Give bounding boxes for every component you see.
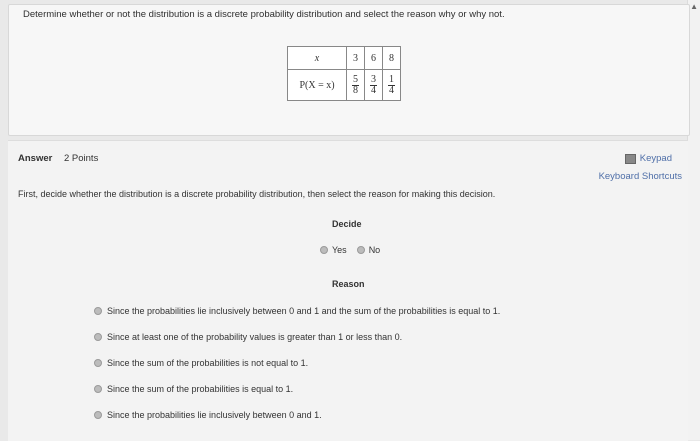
decide-options: [320, 245, 380, 255]
probability-value: $\frac{5}{8}$: [347, 70, 365, 101]
reason-label[interactable]: Since the sum of the probabilities is not equal to 1.: [107, 357, 309, 368]
x-value: 3: [347, 47, 365, 70]
reason-option[interactable]: [94, 383, 500, 394]
instructions-text: First, decide whether the distribution is a discrete probability distribution, then select the reason for making this decision.: [18, 189, 496, 199]
x-value: 8: [383, 47, 401, 70]
table-header-x: x: [288, 47, 347, 70]
scroll-up-icon[interactable]: ▲: [690, 2, 698, 11]
probability-value: $\frac{1}{4}$: [383, 70, 401, 101]
reason-option[interactable]: [94, 357, 500, 368]
option-yes-label[interactable]: Yes: [332, 245, 347, 255]
reason-label[interactable]: Since at least one of the probability values is greater than 1 or less than 0.: [107, 331, 403, 342]
reason-options: [94, 305, 500, 435]
reason-label[interactable]: Since the probabilities lie inclusively between 0 and 1 and the sum of the probabilities is equal to 1.: [107, 305, 501, 316]
radio-reason-2[interactable]: [94, 333, 102, 341]
radio-reason-3[interactable]: [94, 359, 102, 367]
radio-reason-5[interactable]: [94, 411, 102, 419]
question-text: Determine whether or not the distribution is a discrete probability distribution and select the reason why or why not.: [23, 9, 505, 20]
radio-reason-1[interactable]: [94, 307, 102, 315]
distribution-table: [287, 46, 401, 101]
answer-panel: [8, 140, 688, 441]
reason-option[interactable]: [94, 331, 500, 342]
keypad-icon: [625, 154, 636, 164]
points-label: 2 Points: [64, 153, 99, 164]
question-panel: [8, 4, 690, 136]
table-header-probability: P(X = x): [288, 70, 347, 101]
reason-option[interactable]: [94, 409, 500, 420]
radio-no[interactable]: [357, 246, 365, 254]
reason-label[interactable]: Since the sum of the probabilities is equal to 1.: [107, 383, 294, 394]
reason-heading: Reason: [332, 279, 365, 289]
option-no-label[interactable]: No: [368, 245, 381, 255]
keypad-label: Keypad: [639, 153, 672, 164]
x-value: 6: [365, 47, 383, 70]
reason-option[interactable]: [94, 305, 500, 316]
probability-value: $\frac{3}{4}$: [365, 70, 383, 101]
answer-label: Answer: [18, 153, 53, 164]
radio-reason-4[interactable]: [94, 385, 102, 393]
keyboard-shortcuts-link[interactable]: Keyboard Shortcuts: [598, 171, 682, 182]
decide-heading: Decide: [332, 219, 362, 229]
radio-yes[interactable]: [320, 246, 328, 254]
keypad-button[interactable]: [625, 153, 672, 164]
reason-label[interactable]: Since the probabilities lie inclusively between 0 and 1.: [107, 409, 322, 420]
